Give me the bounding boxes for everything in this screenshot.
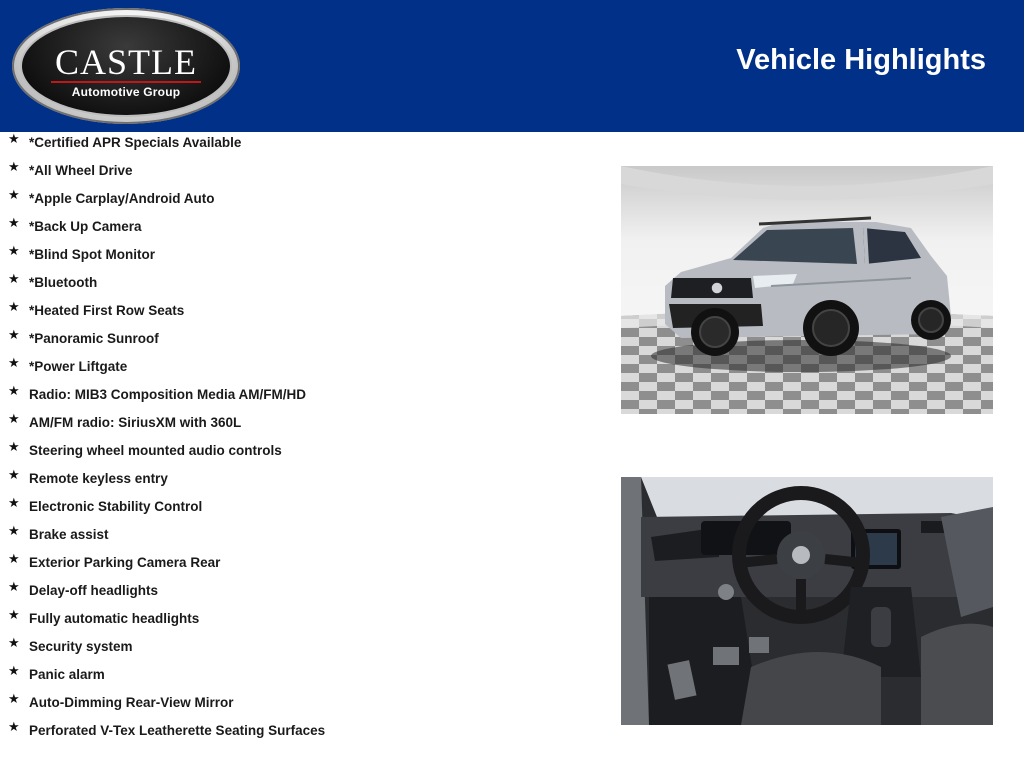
feature-label: Panic alarm xyxy=(29,667,105,682)
star-bullet-icon: ★ xyxy=(8,131,20,146)
star-bullet-icon: ★ xyxy=(8,411,20,426)
feature-item xyxy=(0,692,590,720)
feature-label: Security system xyxy=(29,639,133,654)
feature-label: Auto-Dimming Rear-View Mirror xyxy=(29,695,234,710)
feature-label: Exterior Parking Camera Rear xyxy=(29,555,221,570)
feature-item xyxy=(0,664,590,692)
star-bullet-icon: ★ xyxy=(8,271,20,286)
feature-item xyxy=(0,552,590,580)
feature-item xyxy=(0,188,590,216)
star-bullet-icon: ★ xyxy=(8,439,20,454)
feature-label: *Certified APR Specials Available xyxy=(29,135,242,150)
feature-item xyxy=(0,328,590,356)
star-bullet-icon: ★ xyxy=(8,243,20,258)
feature-label: *Apple Carplay/Android Auto xyxy=(29,191,215,206)
feature-label: *Power Liftgate xyxy=(29,359,128,374)
feature-item xyxy=(0,216,590,244)
feature-label: *Back Up Camera xyxy=(29,219,142,234)
star-bullet-icon: ★ xyxy=(8,355,20,370)
feature-label: *Bluetooth xyxy=(29,275,98,290)
feature-label: Electronic Stability Control xyxy=(29,499,203,514)
star-bullet-icon: ★ xyxy=(8,327,20,342)
star-bullet-icon: ★ xyxy=(8,691,20,706)
star-bullet-icon: ★ xyxy=(8,159,20,174)
feature-item xyxy=(0,412,590,440)
star-bullet-icon: ★ xyxy=(8,635,20,650)
feature-label: AM/FM radio: SiriusXM with 360L xyxy=(29,415,242,430)
star-bullet-icon: ★ xyxy=(8,495,20,510)
page-title: Vehicle Highlights xyxy=(736,44,986,76)
feature-label: Remote keyless entry xyxy=(29,471,168,486)
logo-wordmark: CASTLE xyxy=(51,43,201,83)
feature-item xyxy=(0,160,590,188)
feature-item xyxy=(0,272,590,300)
feature-item xyxy=(0,636,590,664)
feature-item xyxy=(0,132,590,160)
feature-label: *All Wheel Drive xyxy=(29,163,133,178)
feature-label: *Panoramic Sunroof xyxy=(29,331,159,346)
vehicle-exterior-photo xyxy=(621,166,993,414)
feature-item xyxy=(0,384,590,412)
star-bullet-icon: ★ xyxy=(8,187,20,202)
feature-item xyxy=(0,440,590,468)
feature-label: Radio: MIB3 Composition Media AM/FM/HD xyxy=(29,387,306,402)
feature-item xyxy=(0,356,590,384)
feature-label: Brake assist xyxy=(29,527,109,542)
vehicle-interior-photo xyxy=(621,477,993,725)
feature-label: *Heated First Row Seats xyxy=(29,303,185,318)
star-bullet-icon: ★ xyxy=(8,663,20,678)
logo-subtitle: Automotive Group xyxy=(71,85,181,99)
feature-item xyxy=(0,496,590,524)
star-bullet-icon: ★ xyxy=(8,299,20,314)
feature-item xyxy=(0,300,590,328)
feature-item xyxy=(0,244,590,272)
feature-label: Fully automatic headlights xyxy=(29,611,200,626)
star-bullet-icon: ★ xyxy=(8,607,20,622)
feature-list xyxy=(0,132,590,748)
star-bullet-icon: ★ xyxy=(8,579,20,594)
feature-label: Delay-off headlights xyxy=(29,583,159,598)
star-bullet-icon: ★ xyxy=(8,551,20,566)
feature-label: Perforated V-Tex Leatherette Seating Surfaces xyxy=(29,723,326,738)
castle-logo xyxy=(12,8,240,124)
star-bullet-icon: ★ xyxy=(8,383,20,398)
star-bullet-icon: ★ xyxy=(8,215,20,230)
feature-label: Steering wheel mounted audio controls xyxy=(29,443,282,458)
star-bullet-icon: ★ xyxy=(8,719,20,734)
feature-item xyxy=(0,608,590,636)
header-banner xyxy=(0,0,1024,132)
feature-item xyxy=(0,720,590,748)
star-bullet-icon: ★ xyxy=(8,523,20,538)
feature-item xyxy=(0,580,590,608)
feature-item xyxy=(0,524,590,552)
feature-label: *Blind Spot Monitor xyxy=(29,247,155,262)
feature-item xyxy=(0,468,590,496)
star-bullet-icon: ★ xyxy=(8,467,20,482)
